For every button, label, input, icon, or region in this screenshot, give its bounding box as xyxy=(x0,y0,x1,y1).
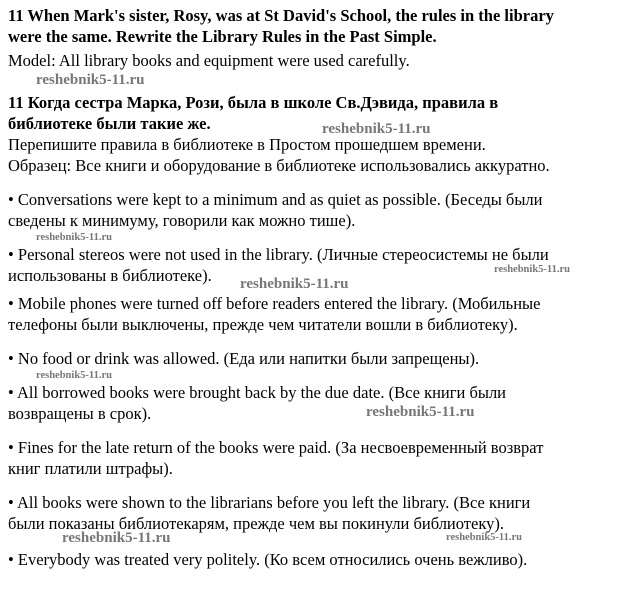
watermark-4: reshebnik5-11.ru xyxy=(494,264,570,275)
task-en-line-2: were the same. Rewrite the Library Rules in the Past Simple. xyxy=(8,27,437,46)
model-en: Model: All library books and equipment were used carefully. xyxy=(8,51,410,70)
answer-7-line-1: • All books were shown to the librarians before you left the library. (Все книги xyxy=(8,493,531,512)
answer-2-line-1: • Personal stereos were not used in the library. (Личные стереосистемы не были xyxy=(8,245,549,264)
task-ru-line-1: 11 Когда сестра Марка, Рози, была в школе Св.Дэвида, правила в xyxy=(8,93,499,112)
answer-4-line-1: • No food or drink was allowed. (Еда или напитки были запрещены). xyxy=(8,349,480,368)
answer-5-line-2: возвращены в срок). xyxy=(8,404,152,423)
model-ru: Образец: Все книги и оборудование в библиотеке использовались аккуратно. xyxy=(8,156,550,175)
task-en-line-1: 11 When Mark's sister, Rosy, was at St David's School, the rules in the library xyxy=(8,6,554,25)
answer-3-line-1: • Mobile phones were turned off before readers entered the library. (Мобильные xyxy=(8,294,541,313)
answer-8-line-1: • Everybody was treated very politely. (Ко всем относились очень вежливо). xyxy=(8,550,528,569)
watermark-5: reshebnik5-11.ru xyxy=(240,276,349,292)
answer-5-line-1: • All borrowed books were brought back by the due date. (Все книги были xyxy=(8,383,507,402)
watermark-1: reshebnik5-11.ru xyxy=(36,72,145,88)
answer-1-line-1: • Conversations were kept to a minimum and as quiet as possible. (Беседы были xyxy=(8,190,543,209)
watermark-7: reshebnik5-11.ru xyxy=(366,404,475,420)
answer-3-line-2: телефоны были выключены, прежде чем читатели вошли в библиотеку). xyxy=(8,315,518,334)
answer-2-line-2: использованы в библиотеке). xyxy=(8,266,212,285)
answer-1-line-2: сведены к минимуму, говорили как можно тише). xyxy=(8,211,356,230)
watermark-8: reshebnik5-11.ru xyxy=(62,530,171,546)
answer-7-line-2: были показаны библиотекарям, прежде чем вы покинули библиотеку). xyxy=(8,514,504,533)
answer-6-line-2: книг платили штрафы). xyxy=(8,459,173,478)
instruction-ru: Перепишите правила в библиотеке в Простом прошедшем времени. xyxy=(8,135,486,154)
watermark-9: reshebnik5-11.ru xyxy=(446,532,522,543)
watermark-3: reshebnik5-11.ru xyxy=(36,232,112,243)
watermark-2: reshebnik5-11.ru xyxy=(322,121,431,137)
answer-6-line-1: • Fines for the late return of the books were paid. (За несвоевременный возврат xyxy=(8,438,544,457)
watermark-6: reshebnik5-11.ru xyxy=(36,370,112,381)
task-ru-line-2: библиотеке были такие же. xyxy=(8,114,211,133)
